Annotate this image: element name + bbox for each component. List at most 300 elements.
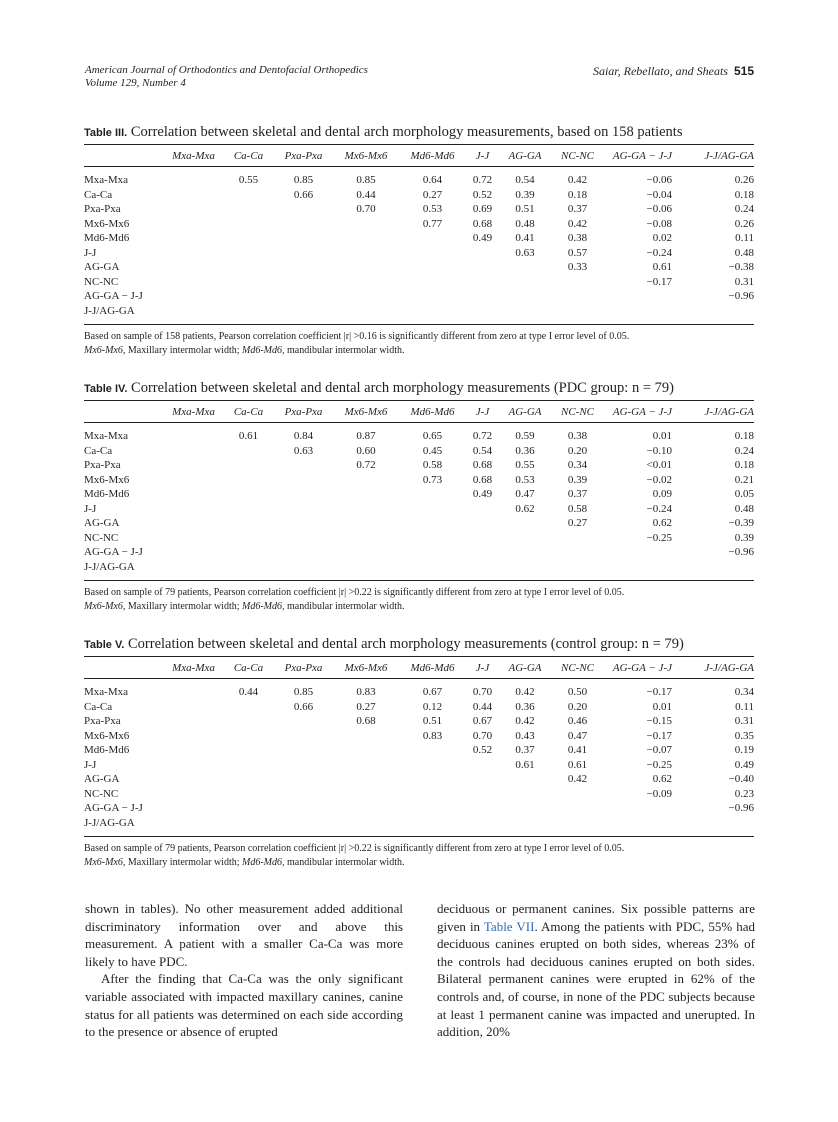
correlation-cell	[500, 801, 550, 816]
correlation-cell	[165, 444, 222, 459]
correlation-cell	[465, 816, 500, 831]
correlation-cell	[332, 231, 400, 246]
correlation-cell: 0.61	[652, 261, 672, 273]
correlation-cell: −0.06	[646, 203, 672, 215]
abbr: Mx6-Mx6,	[84, 601, 126, 612]
correlation-cell	[500, 275, 550, 290]
correlation-cell: 0.11	[735, 700, 754, 713]
correlation-cell: −0.09	[646, 787, 672, 800]
correlation-cell	[275, 758, 332, 773]
correlation-cell	[550, 560, 605, 575]
correlation-cell: 0.54	[515, 174, 535, 186]
correlation-cell	[165, 531, 222, 546]
footnote-significance: Based on sample of 79 patients, Pearson correlation coefficient |r| >0.22 is significantly different from zero at type I error level of 0.05.	[84, 587, 625, 598]
row-label: Mxa-Mxa	[84, 430, 128, 442]
correlation-cell	[222, 531, 275, 546]
correlation-cell	[550, 545, 605, 560]
correlation-cell	[550, 787, 605, 802]
correlation-cell	[165, 758, 222, 773]
correlation-cell: −0.17	[646, 686, 672, 698]
correlation-cell: −0.24	[646, 502, 672, 515]
correlation-cell	[222, 458, 275, 473]
correlation-cell	[605, 289, 690, 304]
table-row	[84, 458, 754, 473]
table-row	[84, 714, 754, 729]
abbr-def: mandibular intermolar width.	[284, 345, 405, 356]
correlation-cell: 0.55	[515, 459, 535, 471]
correlation-cell	[275, 772, 332, 787]
column-header: Ca-Ca	[233, 406, 264, 418]
row-label: J-J/AG-GA	[84, 816, 135, 829]
abbr: Mx6-Mx6,	[84, 857, 126, 868]
correlation-cell: 0.27	[356, 700, 376, 713]
row-label: Ca-Ca	[84, 444, 113, 457]
table-iv	[84, 380, 754, 614]
correlation-cell: 0.01	[652, 700, 672, 713]
correlation-cell: 0.45	[422, 444, 443, 457]
correlation-cell	[165, 772, 222, 787]
correlation-cell: 0.36	[515, 444, 535, 457]
correlation-cell: 0.24	[734, 203, 754, 215]
table-row	[84, 444, 754, 459]
table-caption: Correlation between skeletal and dental arch morphology measurements, based on 158 patients	[130, 124, 683, 140]
correlation-cell: 0.49	[472, 232, 493, 244]
correlation-cell	[165, 516, 222, 531]
correlation-cell	[165, 801, 222, 816]
correlation-cell	[465, 531, 500, 546]
correlation-cell: 0.18	[734, 459, 754, 471]
correlation-cell	[465, 772, 500, 787]
correlation-cell	[400, 801, 465, 816]
correlation-cell: 0.37	[515, 744, 535, 756]
correlation-cell: 0.61	[238, 430, 259, 442]
correlation-cell: 0.83	[422, 729, 443, 742]
correlation-cell	[332, 289, 400, 304]
correlation-cell	[165, 458, 222, 473]
column-header: NC-NC	[560, 150, 594, 162]
table-row	[84, 429, 754, 444]
row-label: Md6-Md6	[84, 488, 130, 500]
correlation-cell	[400, 545, 465, 560]
correlation-cell: 0.01	[652, 430, 672, 442]
correlation-cell: 0.18	[567, 188, 588, 201]
correlation-cell	[465, 502, 500, 517]
correlation-cell: 0.54	[472, 444, 493, 457]
correlation-cell	[332, 772, 400, 787]
correlation-cell	[165, 545, 222, 560]
correlation-cell	[165, 743, 222, 758]
correlation-cell: 0.48	[734, 502, 754, 515]
correlation-cell	[332, 246, 400, 261]
table-row	[84, 304, 754, 319]
column-header: AG-GA − J-J	[612, 150, 672, 162]
correlation-cell	[222, 202, 275, 217]
paragraph: shown in tables). No other measurement added additional discriminatory information over and above this measurement. A patient with a smaller Ca-Ca was more likely to have PDC.	[85, 901, 403, 969]
correlation-cell	[165, 502, 222, 517]
table-row	[84, 545, 754, 560]
table-title	[84, 124, 754, 141]
correlation-cell	[275, 217, 332, 232]
correlation-cell	[275, 816, 332, 831]
column-header: AG-GA − J-J	[612, 406, 672, 418]
correlation-cell: 0.72	[472, 430, 493, 442]
correlation-cell: 0.67	[472, 715, 493, 727]
divider	[84, 836, 754, 837]
correlation-cell	[605, 545, 690, 560]
correlation-cell	[275, 729, 332, 744]
correlation-cell: 0.52	[472, 744, 493, 756]
correlation-cell	[275, 458, 332, 473]
column-header: J-J/AG-GA	[704, 150, 754, 162]
correlation-cell: 0.67	[422, 686, 443, 698]
header-row	[84, 657, 754, 679]
correlation-cell: 0.46	[567, 715, 588, 727]
column-header: Mxa-Mxa	[172, 150, 215, 162]
correlation-cell: 0.11	[735, 232, 754, 244]
row-label: J-J	[84, 502, 97, 515]
abbr-def: Maxillary intermolar width;	[125, 857, 243, 868]
correlation-cell: 0.12	[422, 700, 443, 713]
correlation-cell: 0.33	[567, 261, 588, 273]
correlation-cell: 0.27	[567, 517, 588, 529]
table-footnote	[84, 586, 754, 614]
correlation-cell	[400, 289, 465, 304]
correlation-cell: 0.09	[652, 488, 672, 500]
correlation-cell	[275, 545, 332, 560]
correlation-cell	[165, 202, 222, 217]
correlation-cell	[465, 516, 500, 531]
correlation-cell	[165, 816, 222, 831]
correlation-cell: 0.34	[567, 459, 588, 471]
corner-cell	[84, 657, 165, 679]
correlation-cell: −0.04	[646, 188, 672, 201]
table-row	[84, 188, 754, 203]
correlation-cell	[690, 816, 754, 831]
table-row	[84, 685, 754, 700]
correlation-cell: 0.65	[422, 430, 443, 442]
correlation-cell: 0.51	[515, 203, 535, 215]
correlation-cell: −0.17	[646, 275, 672, 288]
paragraph	[437, 900, 755, 1041]
table-vii-link[interactable]: Table VII	[483, 918, 535, 934]
correlation-cell: 0.63	[293, 444, 314, 457]
correlation-cell: 0.27	[422, 188, 443, 201]
correlation-cell	[332, 787, 400, 802]
correlation-cell: 0.36	[515, 700, 535, 713]
correlation-cell	[500, 560, 550, 575]
abbr-def: mandibular intermolar width.	[284, 857, 405, 868]
table-row	[84, 772, 754, 787]
correlation-cell: −0.02	[646, 473, 672, 486]
abbr-def: mandibular intermolar width.	[284, 601, 405, 612]
table-row	[84, 816, 754, 831]
row-label: Ca-Ca	[84, 188, 113, 201]
column-header: Md6-Md6	[410, 662, 455, 674]
correlation-cell	[165, 304, 222, 319]
correlation-cell: 0.34	[734, 686, 754, 698]
correlation-cell	[400, 502, 465, 517]
correlation-cell	[275, 275, 332, 290]
text: . Among the patients with PDC, 55% had deciduous canines erupted on both sides, whereas 23% of the controls had deciduous canines erupted on both sides. Bilateral permanent canines were erupted in 62% of the controls and, of course, in none of the PDC subjects because at least 1 permanent canine was impacted and unerupted. In addition, 20%	[437, 918, 755, 1040]
table-row	[84, 758, 754, 773]
correlation-cell: 0.87	[356, 430, 376, 442]
correlation-cell: 0.73	[422, 473, 443, 486]
row-label: AG-GA	[84, 261, 120, 273]
correlation-cell	[332, 473, 400, 488]
row-label: Mx6-Mx6	[84, 473, 130, 486]
correlation-cell	[275, 473, 332, 488]
table-row	[84, 801, 754, 816]
correlation-cell	[605, 560, 690, 575]
column-header: J-J/AG-GA	[704, 662, 754, 674]
correlation-cell: 0.31	[734, 715, 754, 727]
row-label: Pxa-Pxa	[84, 203, 121, 215]
correlation-cell	[275, 502, 332, 517]
correlation-cell: 0.66	[293, 700, 314, 713]
table-row	[84, 246, 754, 261]
correlation-cell: 0.61	[515, 758, 535, 771]
table-row	[84, 560, 754, 575]
correlation-cell	[165, 700, 222, 715]
correlation-cell	[400, 772, 465, 787]
journal-name: American Journal of Orthodontics and Dentofacial Orthopedics	[85, 64, 368, 76]
correlation-cell	[465, 545, 500, 560]
correlation-cell: −0.96	[728, 546, 754, 558]
table-row	[84, 700, 754, 715]
divider	[84, 324, 754, 325]
row-label: J-J	[84, 246, 97, 259]
correlation-cell: 0.72	[356, 459, 376, 471]
abbr: Md6-Md6,	[242, 345, 285, 356]
correlation-cell	[400, 260, 465, 275]
correlation-cell: 0.41	[515, 232, 535, 244]
correlation-cell: 0.63	[515, 246, 535, 259]
correlation-cell	[690, 560, 754, 575]
row-label: AG-GA	[84, 773, 120, 785]
correlation-cell	[275, 487, 332, 502]
row-label: Mx6-Mx6	[84, 729, 130, 742]
correlation-cell	[605, 801, 690, 816]
correlation-cell: −0.24	[646, 246, 672, 259]
correlation-cell	[332, 304, 400, 319]
correlation-cell	[400, 787, 465, 802]
correlation-cell	[165, 429, 222, 444]
correlation-cell	[222, 700, 275, 715]
correlation-cell: 0.26	[734, 217, 754, 230]
column-header: J-J	[475, 150, 490, 162]
correlation-cell	[165, 188, 222, 203]
correlation-cell	[222, 188, 275, 203]
correlation-cell	[222, 787, 275, 802]
row-label: NC-NC	[84, 531, 119, 544]
column-header: AG-GA − J-J	[612, 662, 672, 674]
correlation-cell: 0.68	[472, 473, 493, 486]
running-header-authors	[593, 64, 754, 79]
correlation-cell: 0.59	[515, 430, 535, 442]
correlation-cell: −0.96	[728, 290, 754, 302]
correlation-cell: 0.20	[567, 700, 588, 713]
correlation-cell: −0.06	[646, 174, 672, 186]
correlation-cell	[165, 714, 222, 729]
table-v	[84, 636, 754, 870]
correlation-cell: 0.68	[472, 459, 493, 471]
correlation-cell	[222, 560, 275, 575]
correlation-cell: 0.83	[356, 686, 376, 698]
correlation-cell	[222, 772, 275, 787]
correlation-cell: 0.72	[472, 174, 493, 186]
table-row	[84, 260, 754, 275]
correlation-cell: 0.64	[422, 174, 443, 186]
correlation-cell	[275, 714, 332, 729]
correlation-cell	[332, 758, 400, 773]
text: deciduous or permanent canines. Six possible patterns are given in	[437, 901, 755, 934]
correlation-cell	[465, 246, 500, 261]
correlation-cell: 0.51	[422, 715, 443, 727]
correlation-cell	[332, 260, 400, 275]
correlation-cell: 0.49	[472, 488, 493, 500]
table-iii	[84, 124, 754, 358]
correlation-cell	[275, 260, 332, 275]
correlation-table	[84, 401, 754, 574]
abbr-def: Maxillary intermolar width;	[125, 345, 243, 356]
correlation-cell	[550, 304, 605, 319]
correlation-cell: −0.15	[646, 715, 672, 727]
correlation-cell: 0.53	[515, 473, 535, 486]
row-label: J-J/AG-GA	[84, 560, 135, 573]
correlation-cell	[165, 173, 222, 188]
correlation-cell: 0.70	[472, 729, 493, 742]
row-label: Pxa-Pxa	[84, 715, 121, 727]
running-header-journal	[85, 64, 368, 90]
correlation-cell	[500, 816, 550, 831]
column-header: Mxa-Mxa	[172, 406, 215, 418]
correlation-cell: 0.35	[734, 729, 754, 742]
row-label: J-J	[84, 758, 97, 771]
correlation-cell	[550, 531, 605, 546]
column-header: Ca-Ca	[233, 662, 264, 674]
table-title	[84, 636, 754, 653]
correlation-cell	[400, 516, 465, 531]
paragraph: After the finding that Ca-Ca was the only significant variable associated with impacted maxillary canines, canine status for all patients was determined on each side according to the presence or absence of erupted	[85, 971, 403, 1040]
column-header: J-J/AG-GA	[704, 406, 754, 418]
table-row	[84, 743, 754, 758]
abbr: Md6-Md6,	[242, 601, 285, 612]
correlation-cell	[500, 531, 550, 546]
row-label: AG-GA − J-J	[84, 546, 143, 558]
correlation-cell	[222, 816, 275, 831]
correlation-cell: 0.41	[567, 744, 588, 756]
correlation-cell	[222, 714, 275, 729]
correlation-cell	[165, 231, 222, 246]
correlation-cell	[500, 545, 550, 560]
correlation-cell: −0.39	[728, 517, 754, 529]
correlation-cell: 0.39	[515, 188, 535, 201]
correlation-cell	[332, 275, 400, 290]
correlation-cell	[275, 304, 332, 319]
correlation-cell	[222, 275, 275, 290]
correlation-cell	[222, 260, 275, 275]
row-label: NC-NC	[84, 787, 119, 800]
correlation-cell: 0.57	[567, 246, 588, 259]
row-label: Mx6-Mx6	[84, 217, 130, 230]
correlation-cell	[275, 231, 332, 246]
correlation-cell	[500, 787, 550, 802]
correlation-cell: 0.02	[652, 232, 672, 244]
correlation-cell	[165, 487, 222, 502]
correlation-cell: 0.62	[652, 773, 672, 785]
correlation-cell: −0.25	[646, 531, 672, 544]
correlation-cell	[465, 260, 500, 275]
correlation-cell	[400, 487, 465, 502]
correlation-cell	[222, 729, 275, 744]
correlation-cell	[165, 246, 222, 261]
correlation-cell: 0.05	[734, 488, 754, 500]
table-footnote	[84, 842, 754, 870]
correlation-cell	[500, 260, 550, 275]
correlation-cell: 0.62	[652, 517, 672, 529]
correlation-cell	[165, 473, 222, 488]
row-label: NC-NC	[84, 275, 119, 288]
table-caption: Correlation between skeletal and dental arch morphology measurements (PDC group: n = 79)	[131, 380, 674, 396]
column-header: Pxa-Pxa	[284, 406, 323, 418]
correlation-cell: 0.58	[567, 502, 588, 515]
correlation-cell: 0.21	[734, 473, 754, 486]
correlation-cell	[222, 444, 275, 459]
correlation-cell: 0.77	[422, 217, 443, 230]
correlation-cell: 0.31	[734, 275, 754, 288]
correlation-cell: 0.49	[734, 758, 754, 771]
row-label: J-J/AG-GA	[84, 304, 135, 317]
correlation-cell: −0.08	[646, 217, 672, 230]
column-header: Pxa-Pxa	[284, 662, 323, 674]
row-label: AG-GA − J-J	[84, 802, 143, 814]
correlation-cell	[400, 816, 465, 831]
correlation-cell: 0.44	[356, 188, 376, 201]
body-column-left	[85, 900, 403, 1041]
correlation-cell	[400, 743, 465, 758]
correlation-cell: −0.38	[728, 261, 754, 273]
correlation-cell: 0.48	[734, 246, 754, 259]
correlation-cell: 0.44	[238, 686, 259, 698]
correlation-cell	[332, 729, 400, 744]
correlation-cell: 0.85	[356, 174, 376, 186]
correlation-cell	[222, 231, 275, 246]
correlation-cell	[222, 758, 275, 773]
abbr: Md6-Md6,	[242, 857, 285, 868]
correlation-cell: 0.50	[567, 686, 588, 698]
correlation-cell	[465, 758, 500, 773]
correlation-cell: −0.96	[728, 802, 754, 814]
correlation-cell	[465, 304, 500, 319]
correlation-cell: <0.01	[646, 459, 672, 471]
footnote-significance: Based on sample of 79 patients, Pearson correlation coefficient |r| >0.22 is significantly different from zero at type I error level of 0.05.	[84, 843, 625, 854]
correlation-cell: 0.70	[356, 203, 376, 215]
correlation-cell	[275, 743, 332, 758]
correlation-cell: 0.70	[472, 686, 493, 698]
correlation-cell: 0.18	[734, 430, 754, 442]
header-row	[84, 401, 754, 423]
correlation-cell	[222, 289, 275, 304]
correlation-cell	[332, 743, 400, 758]
correlation-cell	[275, 531, 332, 546]
correlation-cell	[690, 304, 754, 319]
table-row	[84, 231, 754, 246]
column-header: Pxa-Pxa	[284, 150, 323, 162]
correlation-cell: 0.58	[422, 459, 443, 471]
correlation-cell: 0.26	[734, 174, 754, 186]
column-header: NC-NC	[560, 406, 594, 418]
corner-cell	[84, 145, 165, 167]
